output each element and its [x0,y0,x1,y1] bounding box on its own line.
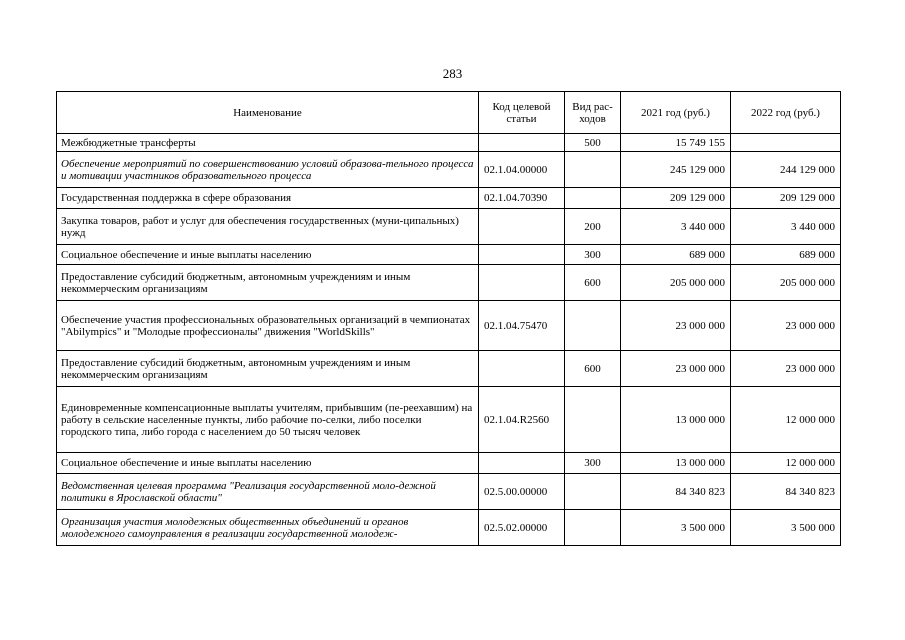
row-amount-2021: 13 000 000 [621,453,731,474]
row-amount-2022: 84 340 823 [731,474,841,510]
header-code: Код целевой статьи [479,92,565,134]
row-name: Государственная поддержка в сфере образования [57,188,479,209]
row-amount-2021: 3 500 000 [621,510,731,546]
row-name: Единовременные компенсационные выплаты учителям, прибывшим (пе-реехавшим) на работу в сельские населенные пункты, либо рабочие по-селки, либо поселки городского типа, либо города с населением до 50 тысяч человек [57,387,479,453]
header-2021: 2021 год (руб.) [621,92,731,134]
header-name: Наименование [57,92,479,134]
row-kind [565,152,621,188]
row-amount-2021: 245 129 000 [621,152,731,188]
row-name: Обеспечение мероприятий по совершенствованию условий образова-тельного процесса и мотивации участников образовательного процесса [57,152,479,188]
budget-table [56,91,841,546]
table-row [57,134,841,152]
row-kind [565,510,621,546]
row-code [479,351,565,387]
row-code: 02.1.04.70390 [479,188,565,209]
row-amount-2022: 23 000 000 [731,351,841,387]
table-row [57,209,841,245]
row-code: 02.1.04.R2560 [479,387,565,453]
row-amount-2021: 3 440 000 [621,209,731,245]
row-name: Ведомственная целевая программа "Реализация государственной моло-дежной политики в Ярославской области" [57,474,479,510]
table-row [57,188,841,209]
row-code: 02.1.04.00000 [479,152,565,188]
row-name: Обеспечение участия профессиональных образовательных организаций в чемпионатах "Abilympics" и "Молодые профессионалы" движения "WorldSkills" [57,301,479,351]
row-amount-2022: 209 129 000 [731,188,841,209]
row-code [479,209,565,245]
row-amount-2021: 15 749 155 [621,134,731,152]
row-code [479,245,565,265]
row-amount-2022: 689 000 [731,245,841,265]
table-body [57,134,841,546]
row-code: 02.5.02.00000 [479,510,565,546]
row-name: Социальное обеспечение и иные выплаты населению [57,453,479,474]
table-row [57,453,841,474]
row-amount-2021: 23 000 000 [621,351,731,387]
row-code: 02.5.00.00000 [479,474,565,510]
row-kind [565,301,621,351]
row-amount-2021: 13 000 000 [621,387,731,453]
table-row [57,245,841,265]
header-kind: Вид рас-ходов [565,92,621,134]
row-name: Организация участия молодежных общественных объединений и органов молодежного самоуправления в реализации государственной молодеж- [57,510,479,546]
row-amount-2022: 23 000 000 [731,301,841,351]
table-row [57,474,841,510]
row-name: Социальное обеспечение и иные выплаты населению [57,245,479,265]
row-kind: 600 [565,351,621,387]
row-kind: 300 [565,245,621,265]
row-code [479,265,565,301]
row-kind: 200 [565,209,621,245]
table-row [57,387,841,453]
row-code: 02.1.04.75470 [479,301,565,351]
table-row [57,265,841,301]
row-kind: 500 [565,134,621,152]
header-row [57,92,841,134]
row-amount-2021: 209 129 000 [621,188,731,209]
row-kind: 600 [565,265,621,301]
row-amount-2021: 23 000 000 [621,301,731,351]
row-amount-2022: 3 500 000 [731,510,841,546]
row-amount-2022: 205 000 000 [731,265,841,301]
row-code [479,134,565,152]
row-amount-2022: 12 000 000 [731,453,841,474]
row-amount-2022: 244 129 000 [731,152,841,188]
row-amount-2021: 205 000 000 [621,265,731,301]
page-number: 283 [442,66,463,81]
row-name: Межбюджетные трансферты [57,134,479,152]
row-code [479,453,565,474]
row-amount-2022: 12 000 000 [731,387,841,453]
table-row [57,510,841,546]
row-kind [565,474,621,510]
header-2022: 2022 год (руб.) [731,92,841,134]
row-amount-2022 [731,134,841,152]
row-name: Закупка товаров, работ и услуг для обеспечения государственных (муни-ципальных) нужд [57,209,479,245]
table-row [57,152,841,188]
row-amount-2021: 84 340 823 [621,474,731,510]
row-amount-2021: 689 000 [621,245,731,265]
table-row [57,301,841,351]
row-kind: 300 [565,453,621,474]
row-name: Предоставление субсидий бюджетным, автономным учреждениям и иным некоммерческим организациям [57,265,479,301]
row-name: Предоставление субсидий бюджетным, автономным учреждениям и иным некоммерческим организациям [57,351,479,387]
row-amount-2022: 3 440 000 [731,209,841,245]
table-row [57,351,841,387]
row-kind [565,188,621,209]
row-kind [565,387,621,453]
